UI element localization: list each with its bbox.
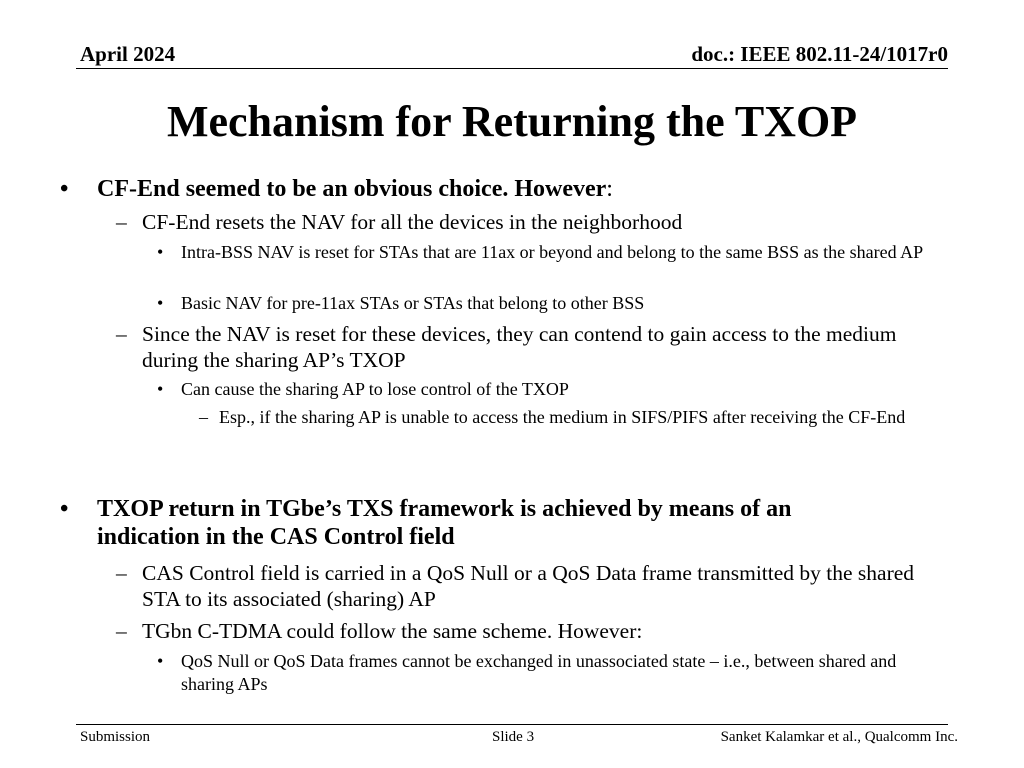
sub-bullet-marker: – [116,210,127,234]
point-text: QoS Null or QoS Data frames cannot be exchanged in unassociated state – i.e., between shared and sharing APs [181,651,897,694]
footer-slide-number: Slide 3 [492,729,535,745]
point-marker: • [157,651,164,671]
footer-divider [76,724,948,725]
bullet-text: CF-End seemed to be an obvious choice. However [97,176,607,202]
sub-bullet-marker: – [116,561,127,585]
footer-submission: Submission [80,729,151,745]
point-text: Can cause the sharing AP to lose control of the TXOP [181,379,569,399]
bullet-text: TXOP return in TGbe’s TXS framework is achieved by means of an indication in the CAS Control field [97,496,792,550]
sub-point-marker: – [199,407,208,427]
sub-bullet-text: TGbn C-TDMA could follow the same scheme. However: [142,619,643,643]
header-divider [76,68,948,69]
sub-point-text: Esp., if the sharing AP is unable to access the medium in SIFS/PIFS after receiving the CF-End [219,407,906,427]
point-marker: • [157,379,164,399]
bullet-text-suffix: : [606,176,613,202]
bullet-marker: • [60,496,69,522]
header-date: April 2024 [80,42,176,66]
point-marker: • [157,293,164,313]
sub-bullet-text: Since the NAV is reset for these devices, they can contend to gain access to the medium during the sharing AP’s TXOP [142,322,897,372]
point-text: Intra-BSS NAV is reset for STAs that are 11ax or beyond and belong to the same BSS as the shared AP [181,242,924,262]
point-marker: • [157,242,164,262]
header-doc-id: doc.: IEEE 802.11-24/1017r0 [691,42,948,66]
sub-bullet-marker: – [116,322,127,346]
sub-bullet-text: CF-End resets the NAV for all the devices in the neighborhood [142,210,683,234]
sub-bullet-marker: – [116,619,127,643]
point-text: Basic NAV for pre-11ax STAs or STAs that belong to other BSS [181,293,645,313]
sub-bullet-text: CAS Control field is carried in a QoS Null or a QoS Data frame transmitted by the shared STA to its associated (sharing) AP [142,561,915,611]
bullet-marker: • [60,176,69,202]
slide-title: Mechanism for Returning the TXOP [166,97,858,146]
footer-author: Sanket Kalamkar et al., Qualcomm Inc. [720,729,958,745]
